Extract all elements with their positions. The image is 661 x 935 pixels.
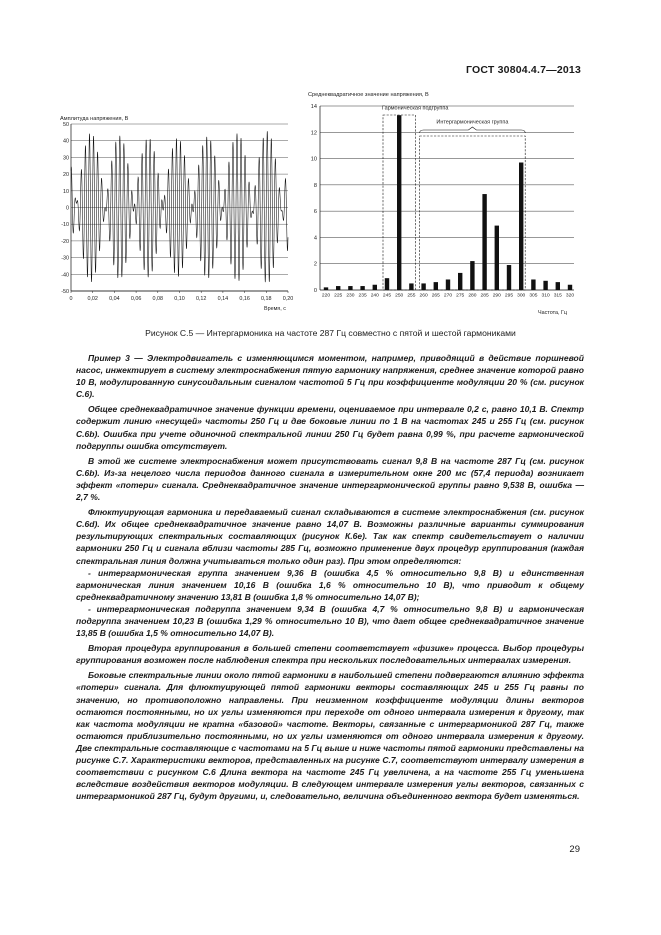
body-text — [76, 352, 584, 802]
bar — [470, 261, 474, 290]
x-tick-label: 295 — [504, 293, 514, 299]
bar — [482, 194, 486, 290]
y-tick-label: 12 — [310, 130, 317, 137]
x-tick-label: 250 — [395, 293, 404, 299]
x-tick-label: 245 — [382, 293, 392, 299]
bar — [507, 265, 511, 290]
x-tick-label: 235 — [358, 293, 367, 299]
bar — [385, 278, 389, 290]
x-tick-label: 280 — [468, 293, 477, 299]
paragraph-summation: Флюктуирующая гармоника и передаваемый сигнал складываются в системе электроснабжения (см. рисунок С.6d). Их общее среднеквадратичное значение равно 14,07 В. Возможны различные варианты суммирования результирующих спектральных составляющих (рисунок К.6е). Так как спектр свидетельствует о наличии гармоники 250 Гц и сигнала вблизи частоты 285 Гц, возможно применение двух процедур группирования (каждая спектральная линия должна учитываться только один раз). При этом определяются: — [76, 507, 584, 566]
x-tick-label: 310 — [541, 293, 550, 299]
x-tick-label: 230 — [346, 293, 355, 299]
x-tick-label: 240 — [370, 293, 379, 299]
annotation-harmonic-subgroup: Гармоническая подгруппа — [381, 105, 449, 112]
paragraph-side-lines: Боковые спектральные линии около пятой гармоники в наибольшей степени подвергаются влиянию эффекта «потери» сигнала. Для флюктуирующей пятой гармоники векторы составляющих 245 и 255 Гц равны по значению, но противоположно направлены. При неизменном коэффициенте модуляции длины векторов остаются постоянными, но их углы изменяются при переходе от одного интервала измерения к другому, так как частота модуляции не кратна «базовой» частоте. Векторы, связанные с интергармоникой 287 Гц, также остаются приблизительно постоянными, но их углы изменяются от одного интервала измерения к другому. Две спектральные составляющие с частотами на 5 Гц выше и ниже частоты пятой гармоники представлены на рисунке С.7. Характеристики векторов, представленных на рисунке С.7, соответствуют интервалу измерения в соответствии с рисунком С.6 Длина вектора на частоте 245 Гц увеличена, а на частоте 255 Гц уменьшена вследствие воздействия векторов модуляции. В следующем интервале измерения углы векторов, связанных с интергармоникой 287 Гц, будут другими, и, следовательно, величина объединенного вектора будет изменяться. — [76, 670, 584, 802]
x-axis-label-frequency: Частота, Гц — [538, 310, 567, 316]
y-tick-label: -50 — [61, 289, 69, 295]
y-tick-label: 8 — [313, 182, 317, 189]
x-tick-label: 270 — [443, 293, 453, 299]
x-tick-label: 0,12 — [195, 296, 207, 302]
x-tick-label: 0,02 — [87, 296, 98, 302]
x-tick-label: 300 — [517, 293, 526, 299]
chart-title-rms: Среднеквадратичное значение напряжения, В — [308, 92, 429, 98]
bar — [397, 115, 401, 290]
bar — [543, 281, 547, 290]
x-tick-label: 285 — [480, 293, 489, 299]
x-tick-label: 220 — [321, 293, 331, 299]
bar — [519, 163, 523, 290]
document-code: ГОСТ 30804.4.7—2013 — [465, 64, 581, 76]
bar — [568, 285, 572, 290]
paragraph-example-3: Пример 3 — Электродвигатель с изменяющимся моментом, например, приводящий в действие поршневой насос, инжектирует в систему электроснабжения пятую гармонику напряжения, среднее значение которой равно 10 В, модулированную синусоидальным сигналом частотой 5 Гц при коэффициенте модуляции 20 % (см. рисунок С.6). — [76, 353, 584, 400]
y-tick-label: 6 — [313, 209, 317, 216]
x-tick-label: 275 — [456, 293, 465, 299]
y-tick-label: 2 — [313, 261, 317, 268]
bar — [458, 273, 462, 290]
bar — [446, 279, 450, 290]
list-item-interharmonic-subgroup: - интергармоническая подгруппа значением 9,34 В (ошибка 4,7 % относительно 9,8 В) и гармоническая подгруппа значением 10,23 В (ошибка 1,29 % относительно 10 В), что дает общее среднеквадратичное значение 13,85 В (ошибка 1,5 % относительно 14,07 В). — [76, 603, 584, 639]
y-tick-label: -40 — [61, 272, 69, 279]
x-tick-label: 260 — [419, 293, 428, 299]
x-tick-label: 0,10 — [174, 296, 185, 302]
x-tick-label: 0 — [69, 296, 73, 302]
bar — [556, 282, 560, 290]
bar — [360, 286, 364, 290]
y-tick-label: 0 — [313, 288, 317, 294]
page-number: 29 — [569, 844, 580, 855]
y-tick-label: 0 — [66, 205, 69, 212]
paragraph-rms-total: Общее среднеквадратичное значение функции времени, оцениваемое при интервале 0,2 с, равно 10,1 В. Спектр содержит линию «несущей» частоты 250 Гц и две боковые линии по 1 В на частотах 245 и 255 Гц (см. рисунок С.6b). Ошибка при учете одиночной спектральной линии 250 Гц будет равна 0,99 %, при расчете гармонической подгруппы ошибка отсутствует. — [76, 404, 584, 451]
y-tick-label: 40 — [63, 138, 69, 145]
x-tick-label: 0,04 — [109, 296, 120, 302]
x-tick-label: 315 — [553, 293, 562, 299]
figure-caption: Рисунок С.5 — Интергармоника на частоте 287 Гц совместно с пятой и шестой гармониками — [145, 328, 516, 338]
x-tick-label: 265 — [431, 293, 440, 299]
bar — [348, 286, 352, 290]
annotation-interharmonic-group: Интергармоническая группа — [436, 119, 509, 126]
x-tick-label: 305 — [529, 293, 538, 299]
y-tick-label: 10 — [63, 188, 69, 195]
x-axis-label-time: Время, с — [264, 306, 286, 312]
y-tick-label: -10 — [61, 222, 69, 229]
bar — [421, 283, 425, 290]
x-tick-label: 0,14 — [217, 296, 229, 302]
y-tick-label: 30 — [63, 155, 69, 162]
x-tick-label: 0,18 — [261, 296, 272, 302]
paragraph-signal-287: В этой же системе электроснабжения может присутствовать сигнал 9,8 В на частоте 287 Гц (см. рисунок С.6b). Из-за нецелого числа периодов данного сигнала в измерительном окне 200 мс (57,4 периода) возникает эффект «потери» сигнала. Среднеквадратичное значение интергармонической группы равно 9,538 В, ошибка — 2,7 %. — [76, 455, 584, 503]
signal-line — [71, 131, 288, 282]
time-signal-chart — [58, 112, 298, 322]
x-tick-label: 320 — [565, 293, 575, 299]
y-tick-label: -20 — [61, 238, 69, 245]
spectrum-chart — [306, 90, 586, 326]
list-item-interharmonic-group: - интергармоническая группа значением 9,36 В (ошибка 4,5 % относительно 9,8 В) и единственная гармоническая линия значением 10,16 В (ошибка 1,6 % относительно 10 В), что приводит к общему среднеквадратичному значению 13,81 В (ошибка 1,8 % относительно 14,07 В); — [76, 567, 584, 602]
x-tick-label: 0,08 — [152, 296, 164, 302]
y-tick-label: -30 — [61, 255, 69, 262]
bar — [434, 282, 438, 290]
y-tick-label: 20 — [63, 172, 69, 179]
x-tick-label: 0,06 — [130, 296, 142, 302]
y-tick-label: 50 — [63, 122, 69, 128]
bar — [373, 285, 377, 290]
bar — [531, 279, 535, 290]
x-tick-label: 290 — [492, 293, 501, 299]
x-tick-label: 0,16 — [239, 296, 250, 302]
y-tick-label: 4 — [313, 235, 317, 242]
chart-title-amplitude: Амплитуда напряжения, В — [60, 116, 129, 122]
y-tick-label: 10 — [310, 156, 317, 163]
bar — [495, 226, 499, 290]
x-tick-label: 0,20 — [282, 296, 294, 302]
bar — [336, 286, 340, 290]
y-tick-label: 14 — [310, 104, 317, 110]
bar — [409, 283, 413, 290]
x-tick-label: 255 — [407, 293, 416, 299]
paragraph-second-procedure: Вторая процедура группирования в большей степени соответствует «физике» процесса. Выбор процедуры группирования возможен после наблюдения спектра при нескольких последовательных интервалах измерения. — [76, 643, 584, 666]
bar — [324, 287, 328, 290]
x-tick-label: 225 — [334, 293, 343, 299]
